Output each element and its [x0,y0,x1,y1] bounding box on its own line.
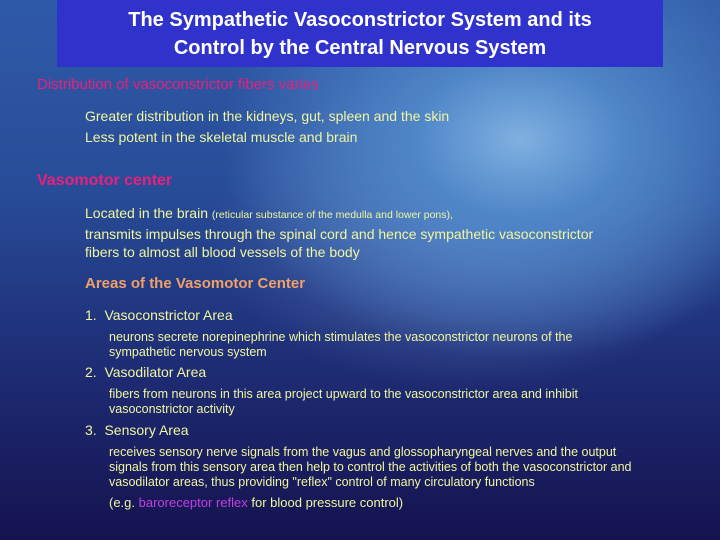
area-desc [109,445,632,490]
area-number: 3. [85,422,97,438]
example-post: for blood pressure control) [247,495,404,510]
slide-title [57,0,663,67]
example-line [109,495,403,510]
desc-line: receives sensory nerve signals from the vagus and glossopharyngeal nerves and the output [109,445,617,459]
area-number: 2. [85,364,97,380]
vasomotor-line: fibers to almost all blood vessels of the body [85,244,360,260]
title-line-1: The Sympathetic Vasoconstrictor System and its [128,9,592,31]
area-label: Sensory Area [104,422,189,438]
vasomotor-line: transmits impulses through the spinal cord and hence sympathetic vasoconstrictor [85,226,594,242]
location-text: Located in the brain [85,205,208,221]
area-item-title [85,364,206,380]
location-detail: (reticular substance of the medulla and lower pons), [211,209,453,221]
desc-line: signals from this sensory area then help to control the activities of both the vasoconstrictor and [109,460,632,474]
desc-line: fibers from neurons in this area project upward to the vasoconstrictor area and inhibit [109,387,578,401]
area-number: 1. [85,307,97,323]
distribution-heading: Distribution of vasoconstrictor fibers varies [37,76,319,93]
vasomotor-heading: Vasomotor center [37,172,173,189]
area-desc [109,387,578,417]
title-line-2: Control by the Central Nervous System [173,37,547,59]
example-pre: (e.g. [109,495,139,510]
vasomotor-location [85,205,453,221]
areas-heading: Areas of the Vasomotor Center [85,275,306,292]
desc-line: sympathetic nervous system [109,345,267,359]
desc-line: vasoconstrictor activity [109,402,235,416]
area-desc [109,330,572,360]
area-label: Vasoconstrictor Area [104,307,233,323]
desc-line: neurons secrete norepinephrine which stimulates the vasoconstrictor neurons of the [109,330,573,344]
distribution-item: Greater distribution in the kidneys, gut, spleen and the skin [85,108,450,124]
area-item-title [85,307,233,323]
distribution-item: Less potent in the skeletal muscle and brain [85,129,358,145]
baroreceptor-reflex-highlight: baroreceptor reflex [138,495,248,510]
area-label: Vasodilator Area [104,364,207,380]
area-item-title [85,422,189,438]
desc-line: vasodilator areas, thus providing "reflex" control of many circulatory functions [109,475,535,489]
